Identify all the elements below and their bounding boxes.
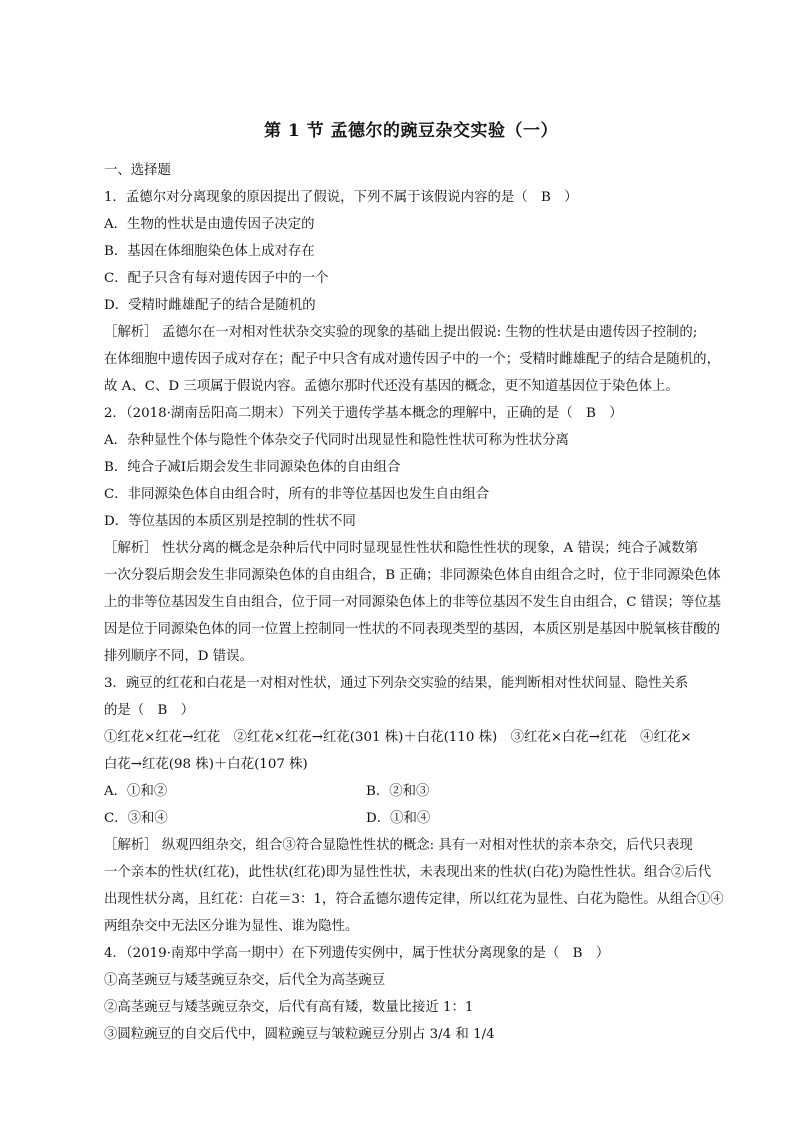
option-d: D．等位基因的本质区别是控制的性状不同 <box>104 514 356 529</box>
option-row <box>104 805 718 832</box>
option-b: B．②和③ <box>366 784 430 799</box>
analysis-line: ［解析］ 孟德尔在一对相对性状杂交实验的现象的基础上提出假说: 生物的性状是由遗传因子控制的; <box>104 325 698 340</box>
question-stem: 2．（2018·湖南岳阳高二期末）下列关于遗传学基本概念的理解中，正确的是（ B ） <box>104 406 623 421</box>
option-a: A．杂种显性个体与隐性个体杂交子代同时出现显性和隐性性状可称为性状分离 <box>104 433 569 448</box>
option-c: C．配子只含有每对遗传因子中的一个 <box>104 271 329 286</box>
analysis-line: ［解析］ 纵观四组杂交，组合③符合显隐性性状的概念: 具有一对相对性状的亲本杂交，后代只表现 <box>104 838 693 853</box>
option-a: A．生物的性状是由遗传因子决定的 <box>104 217 315 232</box>
statement-1: ①高茎豌豆与矮茎豌豆杂交，后代全为高茎豌豆 <box>104 973 386 988</box>
analysis-line: 两组杂交中无法区分谁为显性、谁为隐性。 <box>104 919 359 934</box>
question-stem: 3．豌豆的红花和白花是一对相对性状，通过下列杂交实验的结果，能判断相对性状间显、隐性关系 <box>104 676 689 691</box>
section-heading: 一、选择题 <box>104 163 171 178</box>
question-1 <box>104 184 718 400</box>
analysis-line: 排列顺序不同，D 错误。 <box>104 649 253 664</box>
question-4 <box>104 940 718 1048</box>
option-d: D．①和④ <box>366 811 431 826</box>
analysis-block <box>104 535 722 670</box>
analysis-line: 一个亲本的性状(红花)，此性状(红花)即为显性性状，未表现出来的性状(白花)为隐性性状。组合②后代 <box>104 865 712 880</box>
analysis-line: 上的非等位基因发生自由组合，位于同一对同源染色体上的非等位基因不发生自由组合，C 错误；等位基 <box>104 595 722 610</box>
option-a: A．①和② <box>104 784 168 799</box>
analysis-line: ［解析］ 性状分离的概念是杂种后代中同时显现显性性状和隐性性状的现象，A 错误；纯合子减数第 <box>104 541 698 556</box>
document-page <box>104 112 724 1048</box>
analysis-block <box>104 832 724 940</box>
option-c: C．非同源染色体自由组合时，所有的非等位基因也发生自由组合 <box>104 487 490 502</box>
analysis-line: 因是位于同源染色体的同一位置上控制同一性状的不同表现类型的基因，本质区别是基因中脱氧核苷酸的 <box>104 622 720 637</box>
statement-2: ②高茎豌豆与矮茎豌豆杂交，后代有高有矮，数量比接近 1：1 <box>104 1000 474 1015</box>
question-stem-cont: 的是（ B ） <box>104 703 195 718</box>
cross-list-cont: 白花→红花(98 株)＋白花(107 株) <box>104 757 308 772</box>
analysis-line: 一次分裂后期会发生非同源染色体的自由组合，B 正确；非同源染色体自由组合之时，位于非同源染色体 <box>104 568 721 583</box>
analysis-line: 在体细胞中遗传因子成对存在；配子中只含有成对遗传因子中的一个；受精时雌雄配子的结合是随机的， <box>104 352 720 367</box>
analysis-line: 故 A、C、D 三项属于假说内容。孟德尔那时代还没有基因的概念，更不知道基因位于染色体上。 <box>104 379 679 394</box>
option-row <box>104 778 718 805</box>
analysis-block <box>104 319 718 400</box>
question-3 <box>104 670 724 940</box>
option-d: D．受精时雌雄配子的结合是随机的 <box>104 298 316 313</box>
cross-list: ①红花×红花→红花 ②红花×红花→红花(301 株)＋白花(110 株) ③红花×白花→红花 ④红花× <box>104 730 692 745</box>
option-b: B．基因在体细胞染色体上成对存在 <box>104 244 315 259</box>
option-c: C．③和④ <box>104 811 168 826</box>
question-stem: 1．孟德尔对分离现象的原因提出了假说，下列不属于该假说内容的是（ B ） <box>104 190 578 205</box>
question-2 <box>104 400 722 670</box>
analysis-line: 出现性状分离，且红花：白花＝3：1，符合孟德尔遗传定律，所以红花为显性、白花为隐性。从组合①④ <box>104 892 724 907</box>
option-b: B．纯合子减Ⅰ后期会发生非同源染色体的自由组合 <box>104 460 401 475</box>
statement-3: ③圆粒豌豆的自交后代中，圆粒豌豆与皱粒豌豆分别占 3/4 和 1/4 <box>104 1027 495 1042</box>
question-stem: 4．（2019·南郑中学高一期中）在下列遗传实例中，属于性状分离现象的是（ B ） <box>104 946 610 961</box>
page-title: 第 1 节 孟德尔的豌豆杂交实验（一） <box>263 121 559 141</box>
